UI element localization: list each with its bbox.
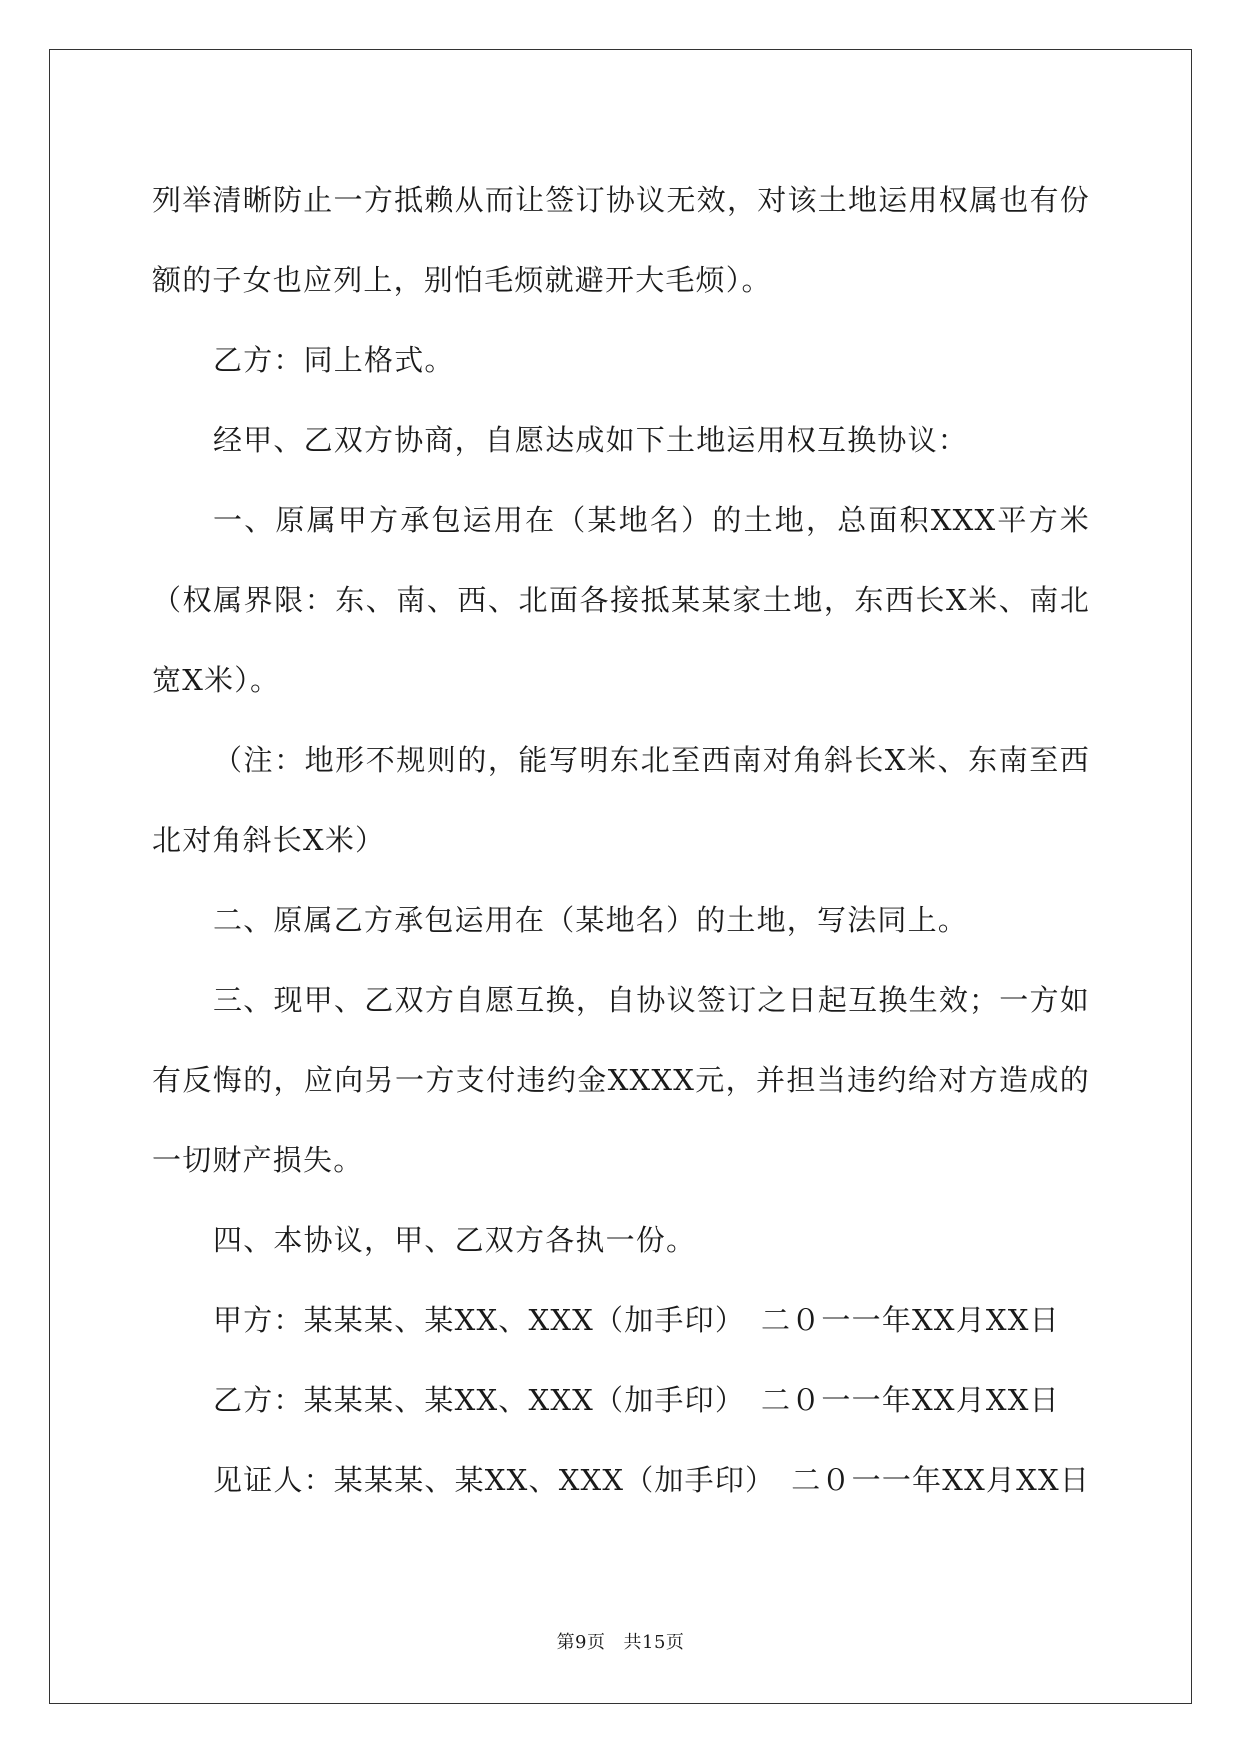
paragraph-continuation: 列举清晰防止一方抵赖从而让签订协议无效，对该土地运用权属也有份额的子女也应列上，别怕毛烦就避开大毛烦）。 (152, 183, 1090, 297)
page-number: 第9页 (556, 1632, 606, 1653)
document-body (152, 160, 1090, 1520)
signature-date: 二０一一年XX月XX日 (761, 1383, 1060, 1417)
signature-date: 二０一一年XX月XX日 (761, 1303, 1060, 1337)
page-total: 共15页 (623, 1632, 685, 1653)
paragraph-agreement-intro: 经甲、乙双方协商，自愿达成如下土地运用权互换协议： (213, 423, 969, 457)
page-footer (0, 1628, 1241, 1654)
signature-party: 甲方：某某某、某XX、XXX（加手印） (213, 1303, 746, 1337)
signature-party: 见证人：某某某、某XX、XXX（加手印） (213, 1463, 776, 1497)
signature-line-party-b (152, 1360, 1090, 1440)
paragraph-clause-4: 四、本协议，甲、乙双方各执一份。 (213, 1223, 697, 1257)
signature-date: 二０一一年XX月XX日 (791, 1463, 1091, 1497)
paragraph-clause-2: 二、原属乙方承包运用在（某地名）的土地，写法同上。 (213, 903, 969, 937)
paragraph-clause-1: 一、原属甲方承包运用在（某地名）的土地，总面积XXX平方米（权属界限：东、南、西、北面各接抵某某家土地，东西长X米、南北宽X米）。 (152, 503, 1090, 697)
signature-line-party-a (152, 1280, 1090, 1360)
paragraph-clause-3: 三、现甲、乙双方自愿互换，自协议签订之日起互换生效；一方如有反悔的，应向另一方支付违约金XXXX元，并担当违约给对方造成的一切财产损失。 (152, 983, 1090, 1177)
paragraph-note: （注：地形不规则的，能写明东北至西南对角斜长X米、东南至西北对角斜长X米） (152, 743, 1090, 857)
signature-party: 乙方：某某某、某XX、XXX（加手印） (213, 1383, 746, 1417)
signature-line-witness (152, 1440, 1090, 1520)
paragraph-party-b: 乙方：同上格式。 (213, 343, 455, 377)
